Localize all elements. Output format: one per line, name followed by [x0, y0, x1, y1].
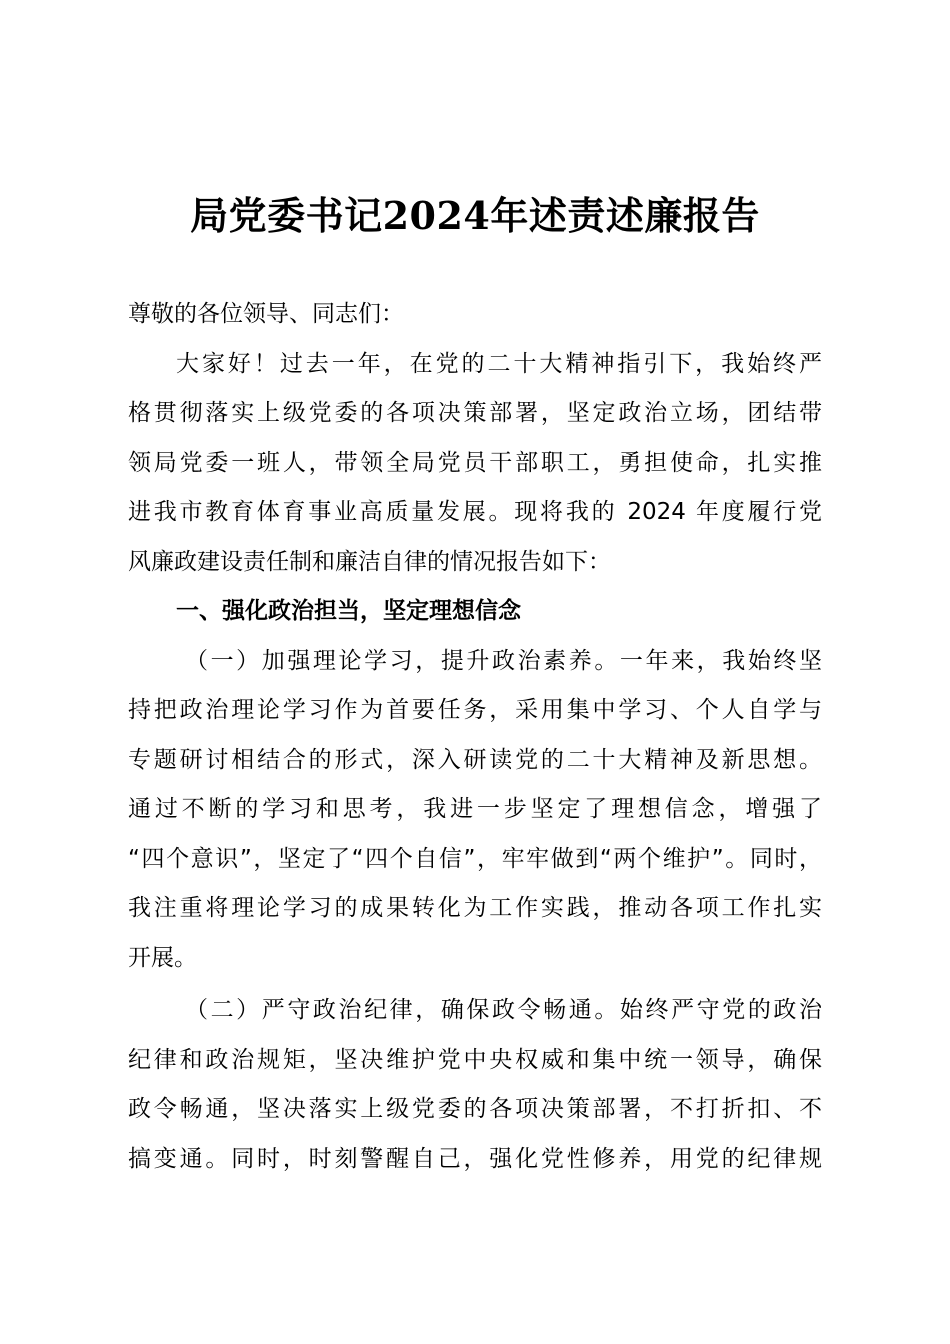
document-body	[128, 290, 822, 1184]
subsection1-line: 开展。	[128, 944, 197, 971]
subsection1-line: 专题研讨相结合的形式，深入研读党的二十大精神及新思想。	[128, 746, 822, 773]
subsection1-line: 通过不断的学习和思考，我进一步坚定了理想信念，增强了	[128, 796, 822, 822]
intro-line: 领局党委一班人，带领全局党员干部职工，勇担使命，扎实推	[128, 449, 822, 476]
intro-line: 大家好！过去一年，在党的二十大精神指引下，我始终严	[176, 350, 822, 377]
document-title: 局党委书记2024年述责述廉报告	[190, 193, 760, 238]
subsection1-line: 我注重将理论学习的成果转化为工作实践，推动各项工作扎实	[128, 895, 822, 921]
section-heading: 一、强化政治担当，坚定理想信念	[176, 598, 521, 624]
subsection2-line: 纪律和政治规矩，坚决维护党中央权威和集中统一领导，确保	[128, 1046, 822, 1073]
subsection1-line: （一）加强理论学习，提升政治素养。一年来，我始终坚	[185, 647, 822, 674]
subsection2-line: 搞变通。同时，时刻警醒自己，强化党性修养，用党的纪律规	[128, 1145, 822, 1172]
subsection1-line: 持把政治理论学习作为首要任务，采用集中学习、个人自学与	[128, 697, 822, 723]
intro-line: 进我市教育体育事业高质量发展。现将我的 2024 年度履行党	[128, 499, 822, 525]
subsection2-line: 政令畅通，坚决落实上级党委的各项决策部署，不打折扣、不	[128, 1096, 822, 1122]
intro-line: 风廉政建设责任制和廉洁自律的情况报告如下：	[128, 548, 611, 575]
subsection2-line: （二）严守政治纪律，确保政令畅通。始终严守党的政治	[185, 997, 822, 1023]
subsection1-line: “四个意识”，坚定了“四个自信”，牢牢做到“两个维护”。同时，	[128, 845, 822, 872]
salutation: 尊敬的各位领导、同志们：	[128, 301, 404, 327]
intro-line: 格贯彻落实上级党委的各项决策部署，坚定政治立场，团结带	[128, 400, 822, 426]
